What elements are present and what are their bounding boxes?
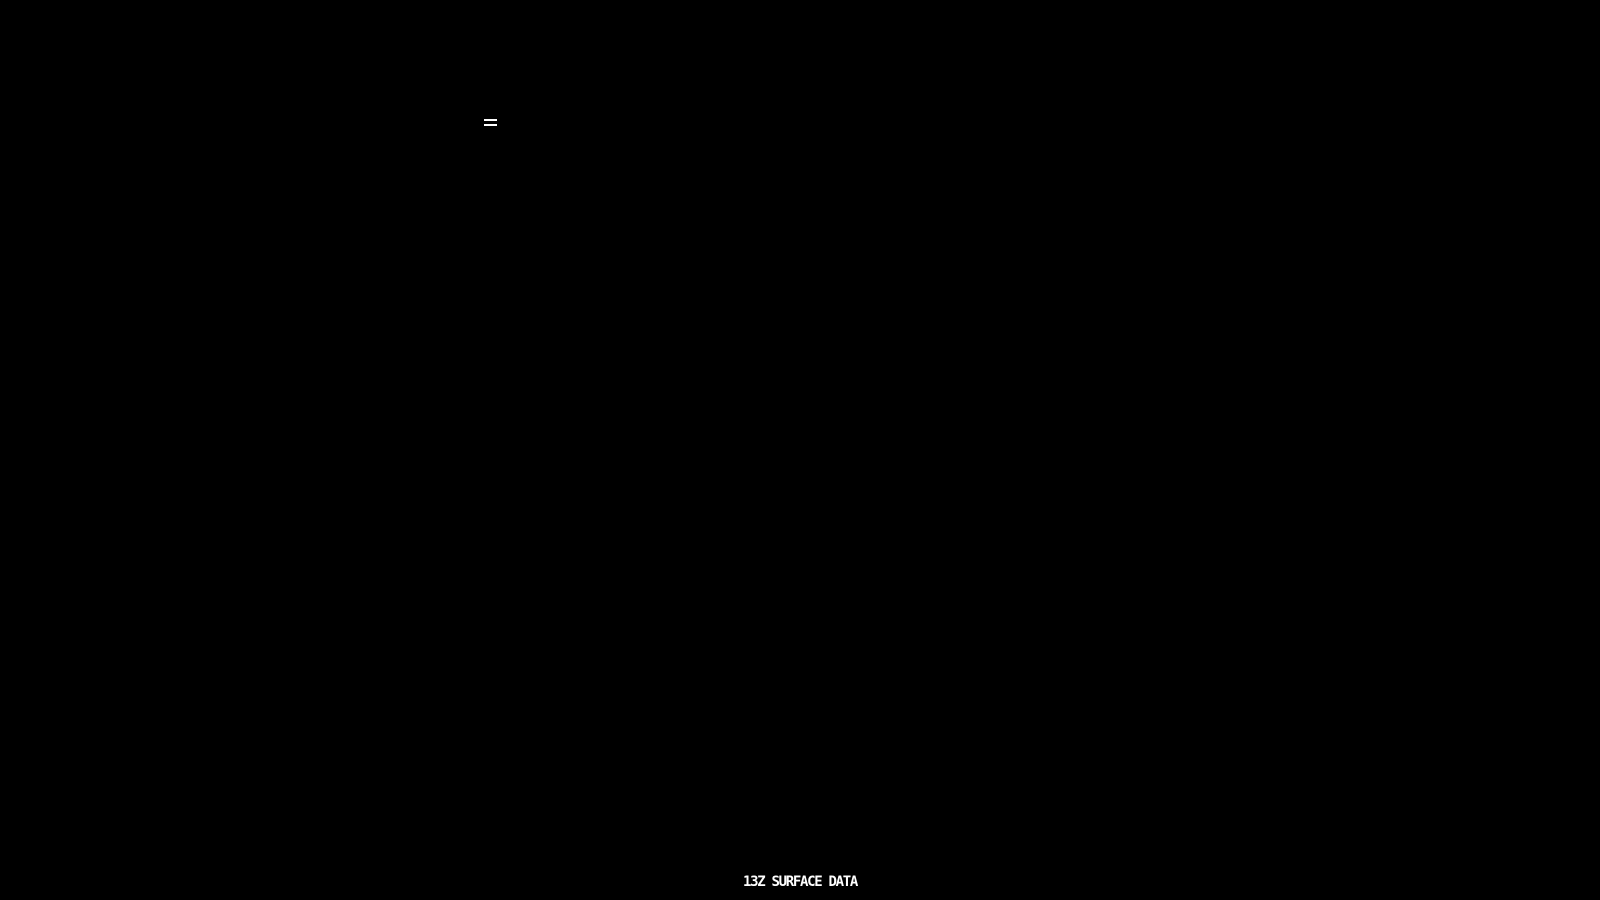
equals-symbol-top-bar: [484, 119, 497, 121]
equals-symbol: [484, 119, 497, 126]
plot-title: 13Z SURFACE DATA: [742, 874, 858, 890]
equals-symbol-bottom-bar: [484, 124, 497, 126]
